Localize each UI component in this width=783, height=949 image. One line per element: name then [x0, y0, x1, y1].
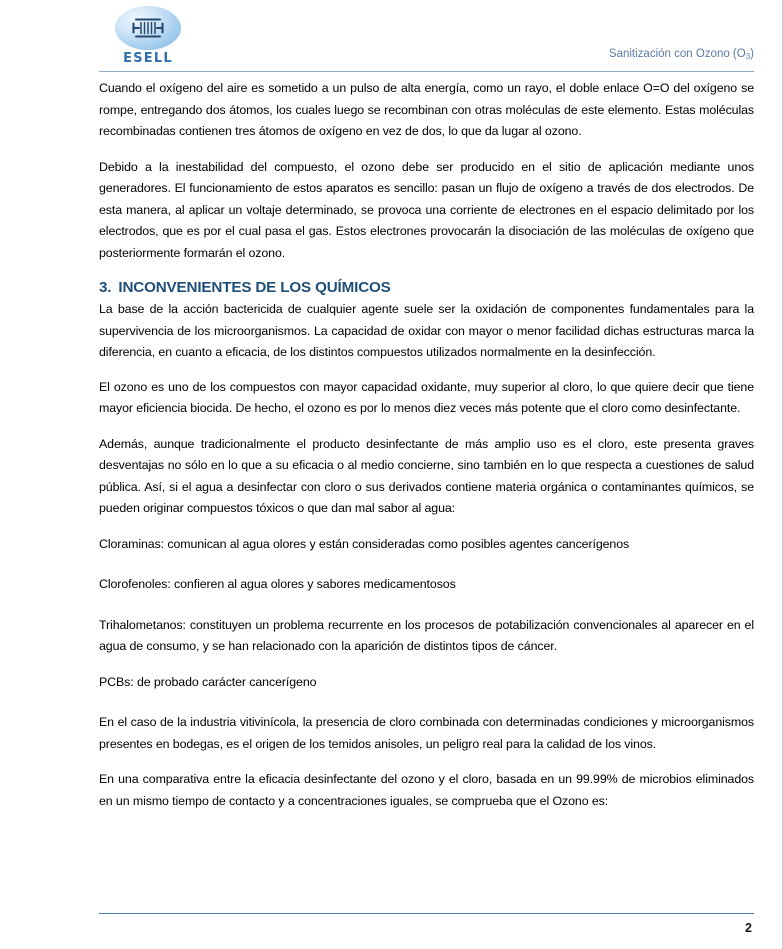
list-item-clorofenoles: Clorofenoles: confieren al agua olores y sabores medicamentosos: [99, 577, 456, 591]
header-divider: [99, 71, 754, 72]
header-title-subscript: 3: [745, 52, 751, 61]
list-item-cloraminas: Cloraminas: comunican al agua olores y están consideradas como posibles agentes cancerígenos: [99, 536, 630, 551]
section-title: INCONVENIENTES DE LOS QUÍMICOS: [118, 279, 391, 296]
document-header: [0, 0, 782, 72]
paragraph-oxidizing-capacity: El ozono es uno de los compuestos con mayor capacidad oxidante, muy superior al cloro, lo que quiere decir que tiene mayor eficiencia biocida. De hecho, el ozono es por lo menos diez veces más potente que el cloro como desinfectante.: [99, 379, 754, 415]
paragraph-ozone-formation: Cuando el oxígeno del aire es sometido a un pulso de alta energía, como un rayo, el doble enlace O=O del oxígeno se rompe, entregando dos átomos, los cuales luego se recombinan con otras moléculas de este elemento. Estas moléculas recombinadas contienen tres átomos de oxígeno en vez de dos, lo que da lugar al ozono.: [99, 81, 754, 138]
paragraph-wine-industry: En el caso de la industria vitivinícola, la presencia de cloro combinada con determinadas condiciones y microorganismos presentes en bodegas, es el origen de los temidos anisoles, un peligro real para la calidad de los vinos.: [99, 715, 754, 751]
paragraph-ozone-chlorine-comparison: En una comparativa entre la eficacia desinfectante del ozono y el cloro, basada en un 99.99% de microbios eliminados en un mismo tiempo de contacto y a concentraciones iguales, se comprueba que el Ozono es:: [99, 772, 754, 808]
section-number: 3.: [99, 279, 112, 296]
esell-water-column-logo-icon: [115, 6, 181, 50]
list-item-trihalometanos: Trihalometanos: constituyen un problema recurrente en los procesos de potabilización convencionales al aparecer en el agua de consumo, y se han relacionado con la aparición de distintos tipos de cáncer.: [99, 617, 754, 653]
document-footer: [99, 913, 754, 935]
paragraph-chlorine-disadvantages: Además, aunque tradicionalmente el producto desinfectante de más amplio uso es el cloro, este presenta graves desventajas no sólo en lo que a su eficacia o al medio concierne, sino también en lo que respecta a cuestiones de salud pública. Así, si el agua a desinfectar con cloro o sus derivados contiene materia orgánica o contaminantes químicos, se pueden originar compuestos tóxicos o que dan mal sabor al agua:: [99, 436, 754, 515]
section-heading-inconvenientes: [99, 278, 754, 298]
header-title-tail: ): [750, 48, 754, 60]
page-number: 2: [745, 921, 752, 935]
footer-divider: [99, 913, 754, 914]
paragraph-ozone-generation: Debido a la inestabilidad del compuesto, el ozono debe ser producido en el sitio de aplicación mediante unos generadores. El funcionamiento de estos aparatos es sencillo: pasan un flujo de oxígeno a través de dos electrodos. De esta manera, al aplicar un voltaje determinado, se provoca una corriente de electrones en el espacio delimitado por los electrodos, que es por el cual pasa el gas. Estos electrones provocarán la disociación de las moléculas de oxígeno que posteriormente formarán el ozono.: [99, 159, 754, 260]
document-body: [99, 78, 754, 897]
paragraph-bactericidal-action: La base de la acción bactericida de cualquier agente suele ser la oxidación de componentes fundamentales para la supervivencia de los microorganismos. La capacidad de oxidar con mayor o menor facilidad dichas estructuras marca la diferencia, en cuanto a eficacia, de los distintos compuestos utilizados normalmente en la desinfección.: [99, 302, 754, 359]
company-logo: [112, 6, 184, 66]
header-title-main: Sanitización con Ozono (O: [608, 48, 746, 60]
list-item-pcbs: PCBs: de probado carácter cancerígeno: [99, 674, 317, 689]
header-document-title: [609, 48, 754, 60]
logo-wordmark: ESELL: [123, 51, 173, 66]
